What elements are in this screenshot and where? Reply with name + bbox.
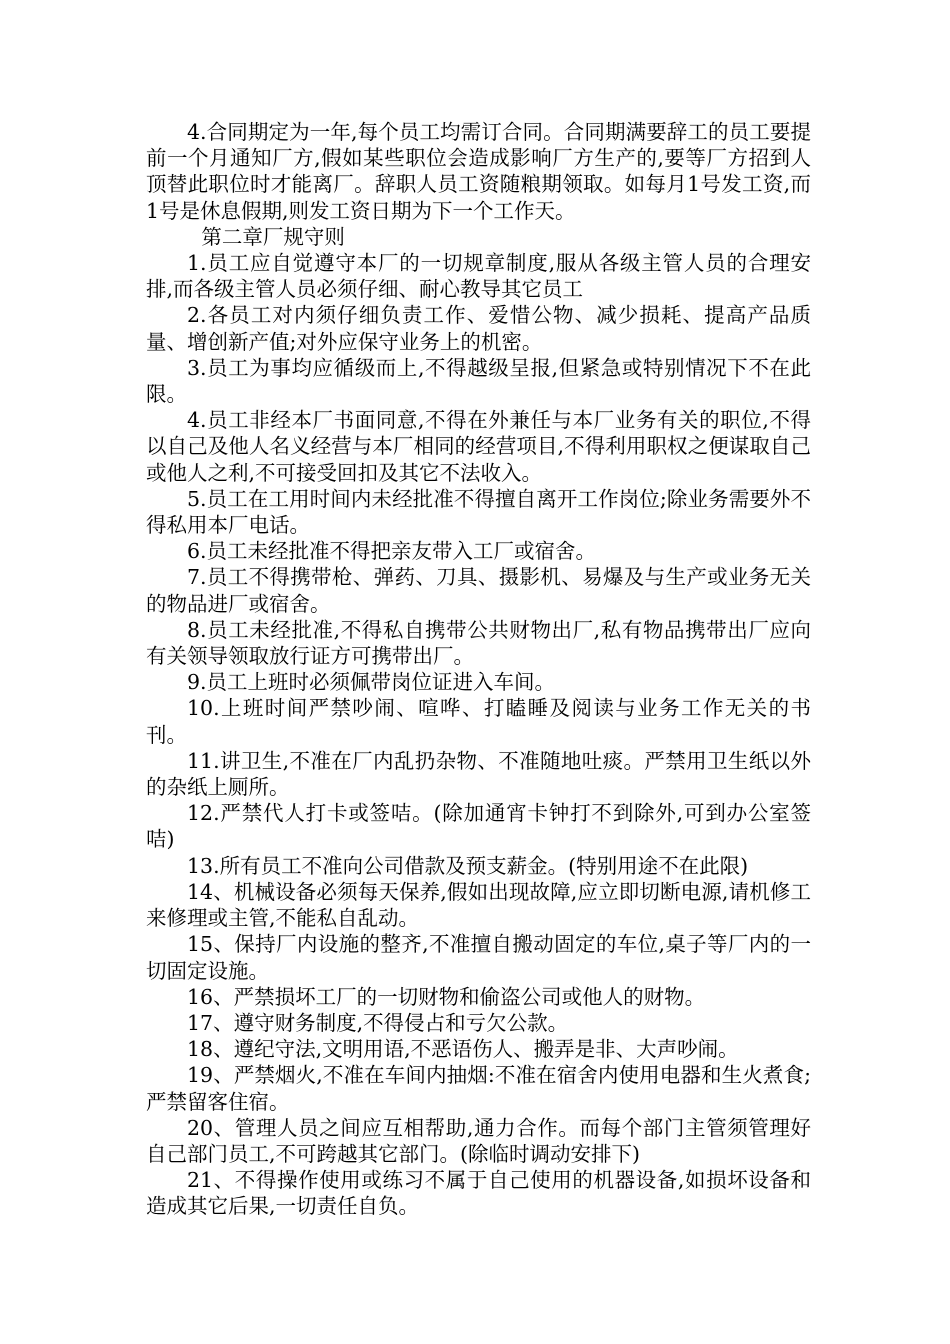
rule-11: 11.讲卫生,不准在厂内乱扔杂物、不准随地吐痰。严禁用卫生纸以外的杂纸上厕所。 — [146, 748, 811, 800]
rule-16: 16、严禁损坏工厂的一切财物和偷盗公司或他人的财物。 — [187, 984, 706, 1009]
rule-15: 15、保持厂内设施的整齐,不准擅自搬动固定的车位,桌子等厂内的一切固定设施。 — [146, 932, 811, 983]
contract-term-paragraph: 4.合同期定为一年,每个员工均需订合同。合同期满要辞工的员工要提前一个月通知厂方,假如某些职位会造成影响厂方生产的,要等厂方招到人顶替此职位时才能离厂。辞职人员工资随粮期领取。如每月1号发工资,而1号是休息假期,则发工资日期为下一个工作天。 — [146, 120, 811, 223]
rule-18: 18、遵纪守法,文明用语,不恶语伤人、搬弄是非、大声吵闹。 — [187, 1037, 739, 1062]
rule-1: 1.员工应自觉遵守本厂的一切规章制度,服从各级主管人员的合理安排,而各级主管人员必须仔细、耐心教导其它员工 — [146, 251, 811, 302]
rule-13: 13.所有员工不准向公司借款及预支薪金。(特别用途不在此限) — [187, 853, 749, 878]
rule-2: 2.各员工对内须仔细负责工作、爱惜公物、减少损耗、提高产品质量、增创新产值;对外应保守业务上的机密。 — [146, 303, 811, 354]
rule-7: 7.员工不得携带枪、弹药、刀具、摄影机、易爆及与生产或业务无关的物品进厂或宿舍。 — [146, 565, 811, 616]
rule-19: 19、严禁烟火,不准在车间内抽烟:不准在宿舍内使用电器和生火煮食;严禁留客住宿。 — [146, 1063, 811, 1114]
rule-12: 12.严禁代人打卡或签咭。(除加通宵卡钟打不到除外,可到办公室签咭) — [146, 801, 811, 852]
rule-10: 10.上班时间严禁吵闹、喧哗、打瞌睡及阅读与业务工作无关的书刊。 — [146, 696, 811, 747]
rule-5: 5.员工在工用时间内未经批准不得擅自离开工作岗位;除业务需要外不得私用本厂电话。 — [146, 486, 811, 538]
rule-20: 20、管理人员之间应互相帮助,通力合作。而每个部门主管须管理好自己部门员工,不可跨越其它部门。(除临时调动安排下) — [146, 1115, 811, 1166]
rule-9: 9.员工上班时必须佩带岗位证进入车间。 — [187, 670, 556, 695]
document-page — [146, 119, 811, 1220]
chapter-title: 第二章厂规守则 — [201, 224, 345, 249]
rule-21: 21、不得操作使用或练习不属于自己使用的机器设备,如损坏设备和造成其它后果,一切责任自负。 — [146, 1168, 811, 1219]
rule-3: 3.员工为事均应循级而上,不得越级呈报,但紧急或特别情况下不在此限。 — [146, 355, 811, 407]
rule-14: 14、机械设备必须每天保养,假如出现故障,应立即切断电源,请机修工来修理或主管,不能私自乱动。 — [146, 879, 811, 931]
rule-4: 4.员工非经本厂书面同意,不得在外兼任与本厂业务有关的职位,不得以自己及他人名义经营与本厂相同的经营项目,不得利用职权之便谋取自己或他人之利,不可接受回扣及其它不法收入。 — [146, 408, 811, 485]
rule-17: 17、遵守财务制度,不得侵占和亏欠公款。 — [187, 1010, 569, 1035]
rule-8: 8.员工未经批准,不得私自携带公共财物出厂,私有物品携带出厂应向有关领导领取放行证方可携带出厂。 — [146, 617, 811, 669]
rule-6: 6.员工未经批准不得把亲友带入工厂或宿舍。 — [187, 539, 597, 564]
